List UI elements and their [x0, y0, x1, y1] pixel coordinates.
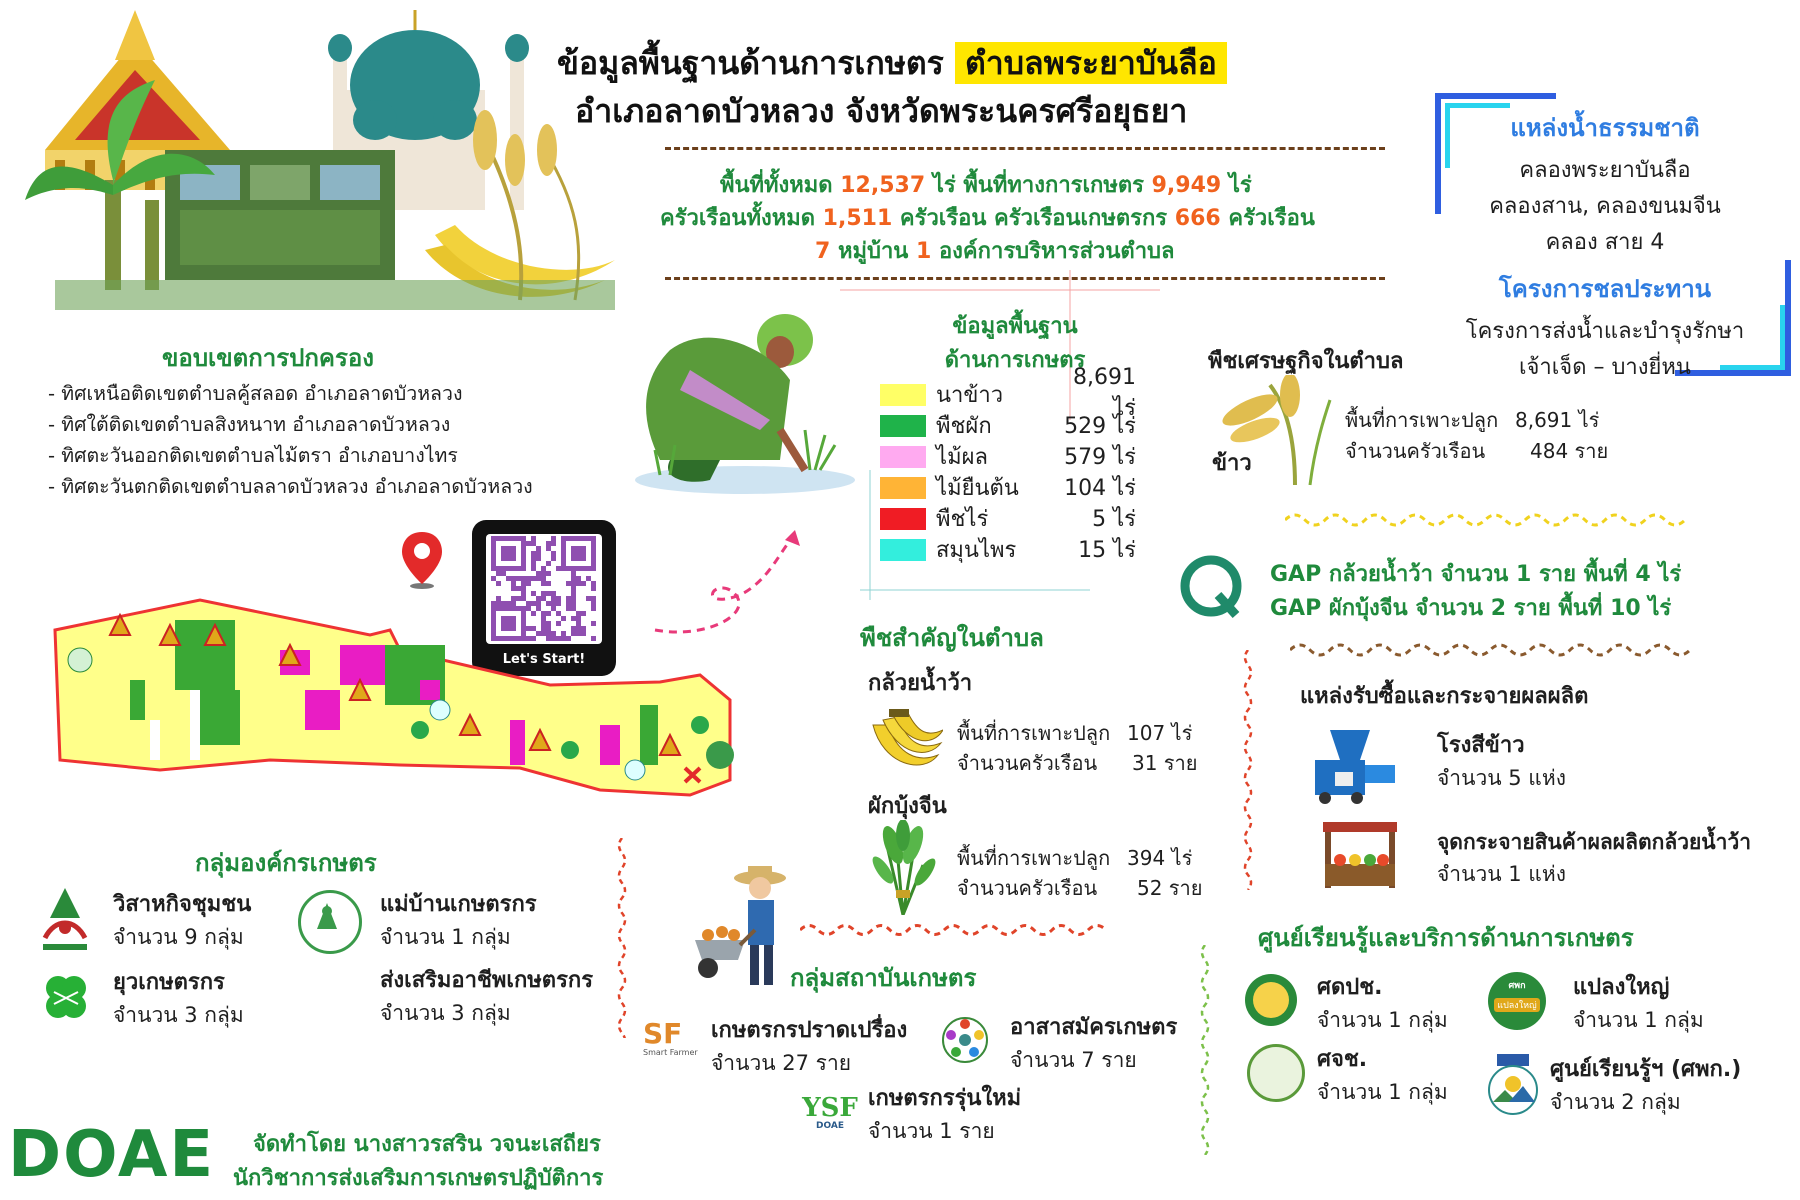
boundary-line: - ทิศตะวันออกติดเขตตำบลไม้ตรา อำเภอบางไทร: [48, 444, 458, 467]
important-crops-title: พืชสำคัญในตำบล: [860, 624, 1044, 652]
summary-segment: หมู่บ้าน: [830, 239, 916, 264]
ysf-logo-sub: DOAE: [816, 1121, 844, 1131]
sdpch-logo: [1245, 974, 1297, 1026]
summary-line-2: [660, 200, 1315, 235]
qr-caption: Let's Start!: [502, 652, 586, 667]
legend-row: [880, 472, 1136, 503]
learning-item: [1317, 1044, 1448, 1108]
farmer-planting-illustration: [630, 310, 860, 500]
hh-value: 484 ราย: [1530, 439, 1609, 463]
boundary-title: ขอบเขตการปกครอง: [162, 344, 374, 372]
buyers-title: แหล่งรับซื้อและกระจายผลผลิต: [1300, 684, 1589, 709]
irrigation-line: เจ้าเจ็ด – บางยี่หน: [1519, 355, 1691, 380]
gap-line-2: GAP ผักบุ้งจีน จำนวน 2 ราย พื้นที่ 10 ไร่: [1270, 596, 1672, 621]
org-name: ยุวเกษตรกร: [113, 970, 225, 995]
divider-top: [665, 147, 1385, 150]
boundary-line: - ทิศเหนือติดเขตตำบลคู้สลอด อำเภอลาดบัวหลวง: [48, 382, 463, 405]
irrigation-line: โครงการส่งน้ำและบำรุงรักษา: [1465, 319, 1745, 344]
large-plot-badge-top: ศพก: [1508, 981, 1526, 991]
summary-segment: ไร่ พื้นที่ทางการเกษตร: [925, 173, 1152, 198]
area-label: พื้นที่การเพาะปลูก: [1345, 408, 1499, 432]
summary-segment: 12,537: [840, 173, 926, 198]
banana-stats: [957, 718, 1198, 778]
young-farmer-clover-icon: [38, 970, 94, 1026]
title-highlight: ตำบลพระยาบันลือ: [955, 42, 1227, 84]
page-subtitle: อำเภอลาดบัวหลวง จังหวัดพระนครศรีอยุธยา: [575, 92, 1188, 130]
economic-crop-area: [1345, 405, 1608, 467]
smart-farmer-logo: [643, 1017, 703, 1064]
map-pin-icon: [400, 530, 444, 590]
org-count: จำนวน 3 กลุ่ม: [380, 1001, 511, 1025]
title-part1: ข้อมูลพื้นฐานด้านการเกษตร: [557, 44, 944, 82]
org-count: จำนวน 3 กลุ่ม: [113, 1003, 244, 1027]
learning-item: [1573, 972, 1704, 1036]
summary-segment: 7: [815, 239, 831, 264]
land-use-title-line1: ข้อมูลพื้นฐาน: [952, 314, 1078, 339]
legend-swatch: [880, 508, 926, 530]
legend-label: นาข้าว: [936, 383, 1004, 408]
wavy-divider-brown: [1290, 635, 1690, 669]
summary-segment: พื้นที่ทั้งหมด: [720, 173, 841, 198]
area-label: พื้นที่การเพาะปลูก: [957, 721, 1111, 745]
legend-row: [880, 364, 1136, 421]
institution-item: [711, 1015, 907, 1079]
legend-row: [880, 503, 1136, 534]
legend-label: ไม้ผล: [936, 445, 988, 470]
boundary-line: - ทิศใต้ติดเขตตำบลสิงหนาท อำเภอลาดบัวหลวง: [48, 413, 451, 436]
legend-value: 104 ไร่: [1064, 476, 1136, 501]
institution-count: จำนวน 7 ราย: [1010, 1048, 1137, 1072]
summary-segment: 666: [1174, 206, 1221, 231]
doae-logo-text: DOAE: [8, 1118, 216, 1192]
footer-position: นักวิชาการส่งเสริมการเกษตรปฏิบัติการ: [233, 1166, 604, 1191]
hh-label: จำนวนครัวเรือน: [1345, 439, 1486, 463]
volunteer-logo: [940, 1015, 990, 1065]
natural-water-line: คลองสาน, คลองขนมจีน: [1489, 194, 1721, 219]
buyer-name: จุดกระจายสินค้าผลผลิตกล้วยน้ำว้า: [1437, 830, 1752, 854]
legend-value: 529 ไร่: [1064, 414, 1136, 439]
legend-label: พืชผัก: [936, 414, 992, 439]
learning-title: ศูนย์เรียนรู้และบริการด้านการเกษตร: [1258, 924, 1634, 952]
large-plot-badge-label: แปลงใหญ่: [1494, 998, 1540, 1012]
legend-swatch: [880, 384, 926, 406]
buyer-item-rice-mill: [1437, 730, 1566, 794]
summary-segment: 1: [916, 239, 932, 264]
smart-farmer-logo-sub: Smart Farmer: [643, 1048, 698, 1057]
learning-grid: [1245, 972, 1785, 1132]
buyer-item-banana-point: [1437, 826, 1751, 890]
org-count: จำนวน 9 กลุ่ม: [113, 925, 244, 949]
wavy-divider-yellow: [1285, 505, 1685, 539]
learning-name: ศูนย์เรียนรู้ฯ (ศพก.): [1550, 1057, 1742, 1082]
institution-name: เกษตรกรรุ่นใหม่: [868, 1086, 1022, 1111]
org-title: กลุ่มองค์กรเกษตร: [195, 849, 377, 877]
natural-water-line: คลอง สาย 4: [1545, 230, 1665, 255]
hh-label: จำนวนครัวเรือน: [957, 751, 1098, 775]
summary-segment: 1,511: [822, 206, 893, 231]
institution-item: [868, 1083, 1021, 1147]
hh-value: 31 ราย: [1132, 751, 1198, 775]
area-label: พื้นที่การเพาะปลูก: [957, 846, 1111, 870]
morning-glory-icon: [868, 820, 938, 915]
hh-label: จำนวนครัวเรือน: [957, 876, 1098, 900]
org-item: [380, 889, 537, 953]
legend-value: 579 ไร่: [1064, 445, 1136, 470]
institution-name: เกษตรกรปราดเปรื่อง: [711, 1018, 908, 1043]
legend-value: 15 ไร่: [1078, 538, 1136, 563]
land-use-title-line2: ด้านการเกษตร: [944, 348, 1086, 373]
legend-swatch: [880, 415, 926, 437]
learning-item: [1550, 1054, 1741, 1118]
wavy-divider-vertical: [1238, 650, 1258, 894]
large-plot-logo: [1488, 972, 1546, 1030]
summary-segment: ไร่: [1221, 173, 1252, 198]
gap-logo: [1178, 553, 1244, 619]
footer-author: จัดทำโดย นางสาวรสริน วจนะเสถียร: [253, 1132, 601, 1157]
org-item: [380, 965, 593, 1029]
learning-name: ศดปช.: [1317, 975, 1383, 1000]
summary-line-3: [815, 233, 1175, 268]
wavy-divider-vertical: [1195, 945, 1215, 1159]
water-sources: [1455, 108, 1755, 386]
summary-segment: ครัวเรือนทั้งหมด: [660, 206, 823, 231]
hh-value: 52 ราย: [1137, 876, 1203, 900]
summary-segment: ครัวเรือน: [1220, 206, 1315, 231]
legend-value: 5 ไร่: [1092, 507, 1136, 532]
org-count: จำนวน 1 กลุ่ม: [380, 925, 511, 949]
legend-row: [880, 534, 1136, 565]
wavy-divider-vertical: [612, 838, 632, 1042]
rice-mill-icon: [1305, 720, 1405, 805]
learning-count: จำนวน 2 กลุ่ม: [1550, 1090, 1681, 1114]
sjch-logo: [1247, 1044, 1305, 1102]
housewife-group-logo: [298, 890, 362, 954]
buyer-name: โรงสีข้าว: [1437, 733, 1525, 758]
crop-name-morning-glory: ผักบุ้งจีน: [868, 794, 947, 819]
irrigation-title: โครงการชลประทาน: [1498, 275, 1712, 303]
summary-segment: องค์การบริหารส่วนตำบล: [931, 239, 1175, 264]
learning-name: ศจช.: [1317, 1047, 1368, 1072]
gap-line-1: GAP กล้วยน้ำว้า จำนวน 1 ราย พื้นที่ 4 ไร่: [1270, 562, 1682, 587]
boundary-list: [48, 378, 533, 502]
community-enterprise-logo: [35, 888, 95, 953]
buyer-count: จำนวน 5 แห่ง: [1437, 766, 1566, 790]
org-item: [113, 889, 251, 953]
area-value: 394 ไร่: [1127, 846, 1193, 870]
institution-title: กลุ่มสถาบันเกษตร: [790, 964, 977, 992]
legend-value: 8,691 ไร่: [1073, 364, 1136, 421]
buyer-count: จำนวน 1 แห่ง: [1437, 862, 1566, 886]
village-map: [40, 590, 830, 810]
land-use-legend: [880, 364, 1136, 565]
learning-count: จำนวน 1 กลุ่ม: [1317, 1080, 1448, 1104]
legend-row: [880, 441, 1136, 472]
institution-count: จำนวน 1 ราย: [868, 1119, 995, 1143]
summary-segment: ครัวเรือน ครัวเรือนเกษตรกร: [892, 206, 1175, 231]
ysf-logo: [800, 1095, 860, 1135]
legend-swatch: [880, 446, 926, 468]
crop-name-banana: กล้วยน้ำว้า: [868, 671, 973, 696]
smart-farmer-logo-text: SF: [643, 1017, 683, 1050]
legend-swatch: [880, 539, 926, 561]
area-value: 8,691 ไร่: [1515, 408, 1600, 432]
summary-line-1: [720, 167, 1252, 202]
doae-logo: [8, 1120, 223, 1190]
ysf-logo-text: YSF: [802, 1093, 858, 1123]
institution-item: [1010, 1012, 1177, 1076]
org-item: [113, 967, 244, 1031]
spk-logo: [1483, 1054, 1543, 1116]
org-name: วิสาหกิจชุมชน: [113, 892, 252, 917]
wavy-divider-red: [800, 915, 1110, 949]
legend-row: [880, 410, 1136, 441]
legend-label: พืชไร่: [936, 507, 989, 532]
natural-water-title: แหล่งน้ำธรรมชาติ: [1510, 114, 1700, 142]
institution-name: อาสาสมัครเกษตร: [1010, 1015, 1178, 1040]
economic-crop-name: ข้าว: [1212, 451, 1252, 476]
market-stall-icon: [1315, 818, 1405, 890]
legend-label: ไม้ยืนต้น: [936, 476, 1019, 501]
area-value: 107 ไร่: [1127, 721, 1193, 745]
learning-count: จำนวน 1 กลุ่ม: [1573, 1008, 1704, 1032]
natural-water-line: คลองพระยาบันลือ: [1519, 158, 1691, 183]
legend-label: สมุนไพร: [936, 538, 1017, 563]
economic-crop-title: พืชเศรษฐกิจในตำบล: [1208, 349, 1404, 374]
banana-icon: [863, 705, 943, 775]
org-name: แม่บ้านเกษตรกร: [380, 892, 537, 917]
page-title: [557, 38, 1227, 89]
learning-count: จำนวน 1 กลุ่ม: [1317, 1008, 1448, 1032]
farmer-wheelbarrow-illustration: [690, 860, 795, 1000]
learning-item: [1317, 972, 1448, 1036]
summary-segment: 9,949: [1151, 173, 1222, 198]
org-name: ส่งเสริมอาชีพเกษตรกร: [380, 968, 594, 993]
morning-glory-stats: [957, 843, 1203, 903]
institution-count: จำนวน 27 ราย: [711, 1051, 852, 1075]
boundary-line: - ทิศตะวันตกติดเขตตำบลลาดบัวหลวง อำเภอลาดบัวหลวง: [48, 475, 533, 498]
legend-swatch: [880, 477, 926, 499]
learning-name: แปลงใหญ่: [1573, 975, 1670, 1000]
